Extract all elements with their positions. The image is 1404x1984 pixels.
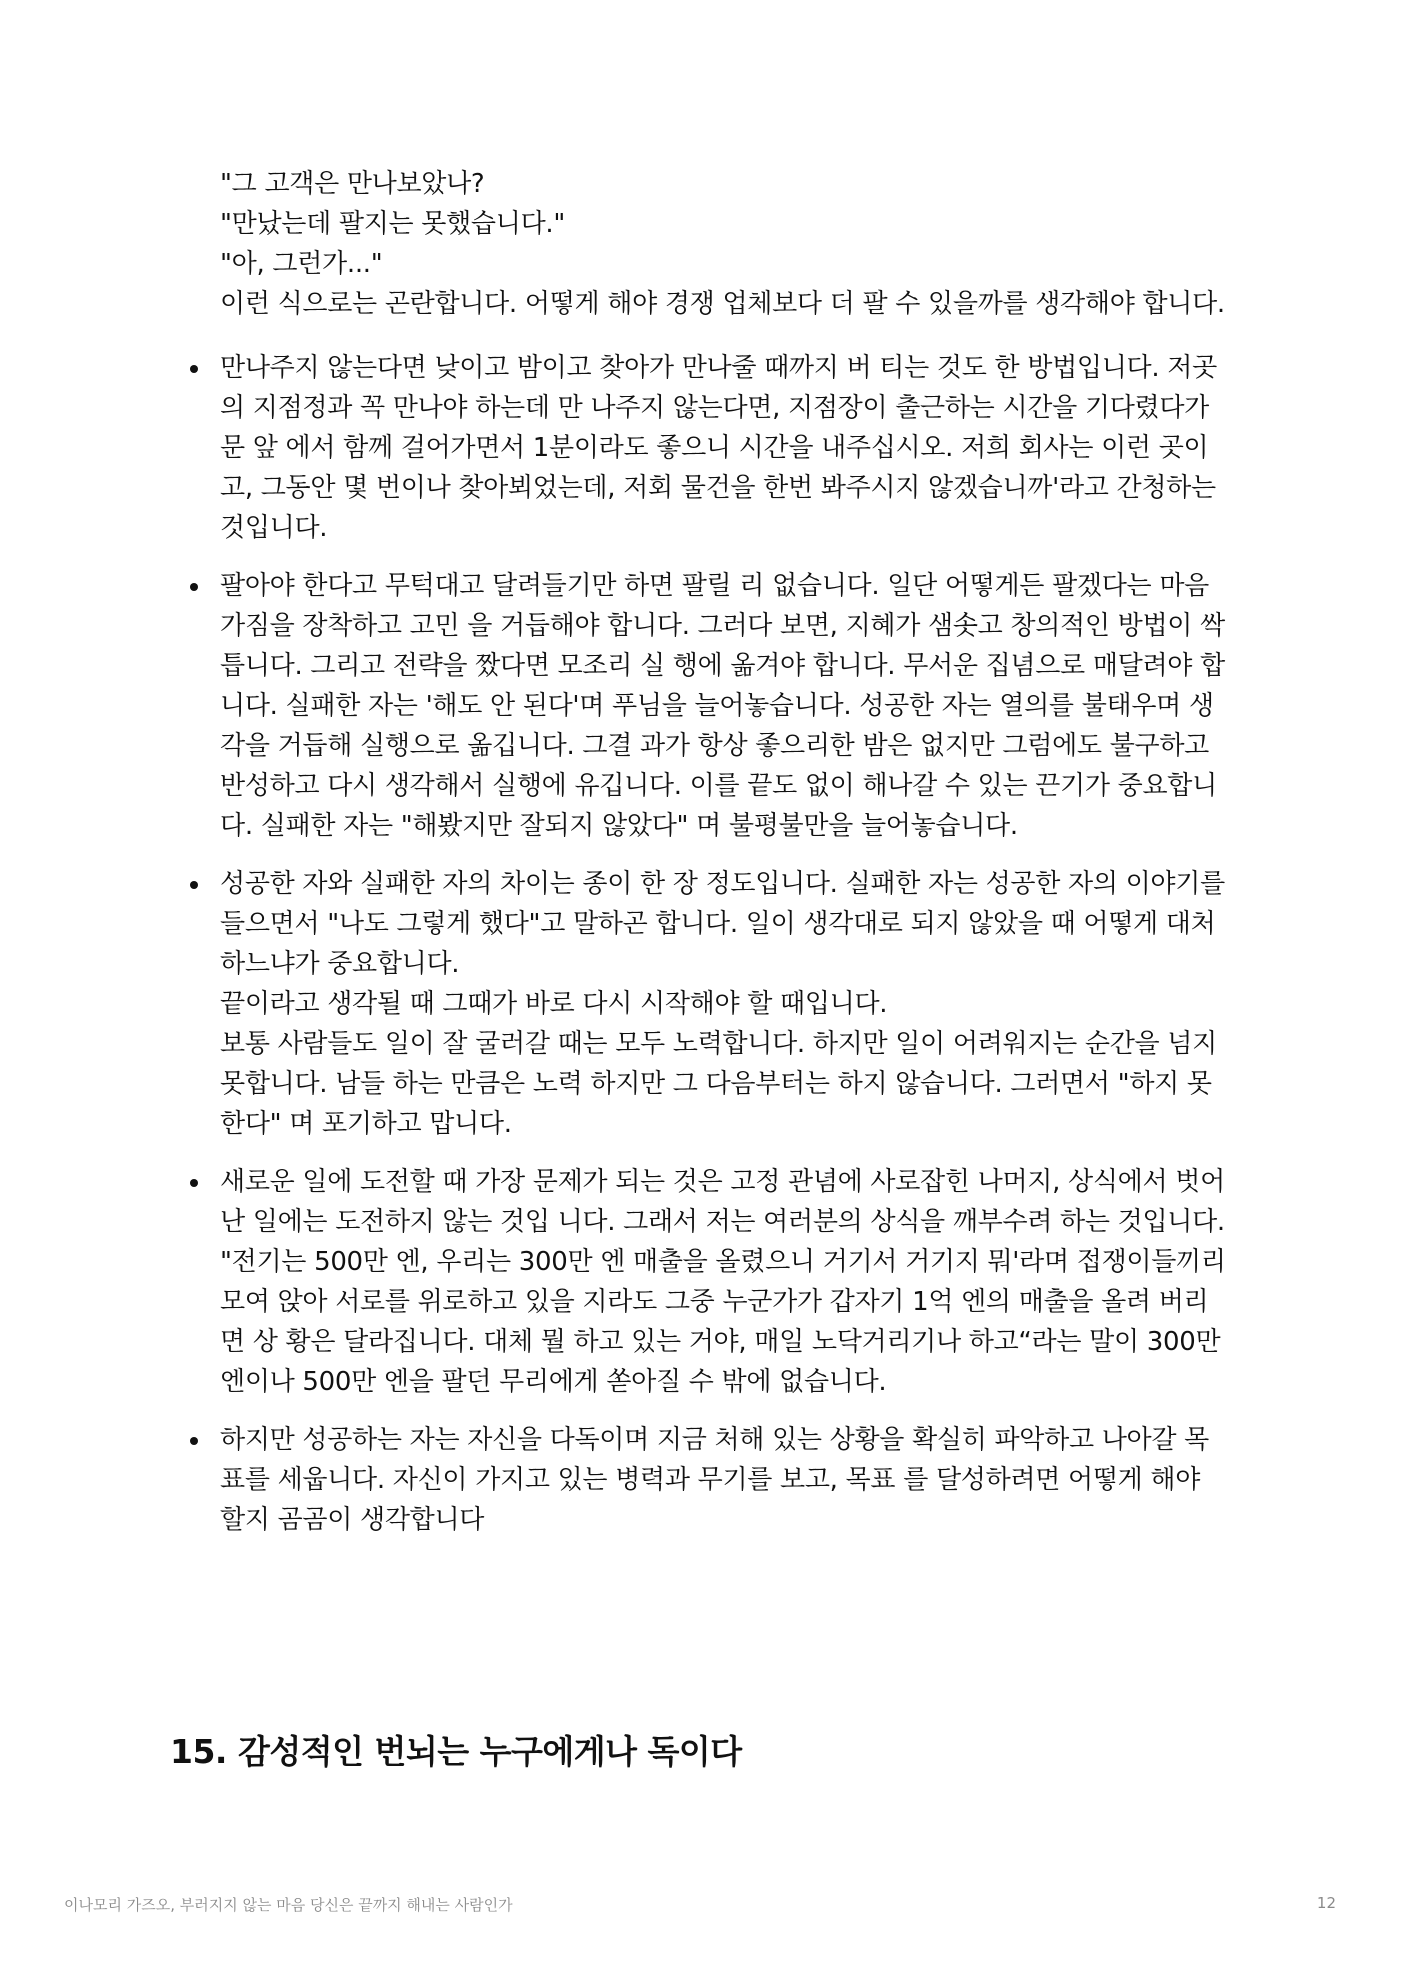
- bullet-item: [220, 864, 1230, 1144]
- bullet-paragraph: 만나주지 않는다면 낮이고 밤이고 찾아가 만나줄 때까지 버 티는 것도 한 방법입니다. 저곳의 지점정과 꼭 만나야 하는데 만 나주지 않는다면, 지점장이 출근하는 시간을 기다렸다가 문 앞 에서 함께 걸어가면서 1분이라도 좋으니 시간을 내주십시오. 저희 회사는 이런 곳이고, 그동안 몇 번이나 찾아뵈었는데, 저회 물건을 한번 봐주시지 않겠습니까'라고 간청하는 것입니다.: [220, 353, 1217, 543]
- bullet-icon: [190, 365, 198, 373]
- intro-dialogue: [220, 164, 1230, 324]
- bullet-paragraph: 성공한 자와 실패한 자의 차이는 종이 한 장 정도입니다. 실패한 자는 성공한 자의 이야기를 들으면서 "나도 그렇게 했다"고 말하곤 합니다. 일이 생각대로 되지 않았을 때 어떻게 대처하느냐가 중요합니다.: [220, 869, 1225, 979]
- intro-line: 이런 식으로는 곤란합니다. 어떻게 해야 경쟁 업체보다 더 팔 수 있을까를 생각해야 합니다.: [220, 289, 1225, 319]
- bullet-paragraph: 하지만 성공하는 자는 자신을 다독이며 지금 처해 있는 상황을 확실히 파악하고 나아갈 목 표를 세웁니다. 자신이 가지고 있는 병력과 무기를 보고, 목표 를 달성하려면 어떻게 해야 할지 곰곰이 생각합니다: [220, 1425, 1209, 1535]
- page-number: 12: [1316, 1894, 1336, 1912]
- bullet-icon: [190, 1437, 198, 1445]
- section-heading: 15. 감성적인 번뇌는 누구에게나 독이다: [170, 1732, 742, 1771]
- bullet-paragraph: 새로운 일에 도전할 때 가장 문제가 되는 것은 고정 관념에 사로잡힌 나머지, 상식에서 벗어난 일에는 도전하지 않는 것입 니다. 그래서 저는 여러분의 상식을 깨부수려 하는 것입니다. "전기는 500만 엔, 우리는 300만 엔 매출을 올렸으니 거기서 거기지 뭐'라며 접쟁이들끼리 모여 앉아 서로를 위로하고 있을 지라도 그중 누군가가 갑자기 1억 엔의 매출을 올려 버리면 상 황은 달라집니다. 대체 뭘 하고 있는 거야, 매일 노닥거리기나 하고“라는 말이 300만 엔이나 500만 엔을 팔던 무리에게 쏟아질 수 밖에 없습니다.: [220, 1167, 1226, 1397]
- intro-line: "그 고객은 만나보았나?: [220, 169, 485, 199]
- bullet-icon: [190, 881, 198, 889]
- bullet-icon: [190, 583, 198, 591]
- bullet-list: [220, 348, 1230, 1540]
- bullet-item: [220, 566, 1230, 846]
- body-content: [220, 164, 1230, 1540]
- bullet-paragraph: 팔아야 한다고 무턱대고 달려들기만 하면 팔릴 리 없습니다. 일단 어떻게든 팔겠다는 마음가짐을 장착하고 고민 을 거듭해야 합니다. 그러다 보면, 지혜가 샘솟고 창의적인 방법이 싹틉니다. 그리고 전략을 짰다면 모조리 실 행에 옮겨야 합니다. 무서운 집념으로 매달려야 합니다. 실패한 자는 '해도 안 된다'며 푸님을 늘어놓습니다. 성공한 자는 열의를 불태우며 생각을 거듭해 실행으로 옮깁니다. 그결 과가 항상 좋으리한 밤은 없지만 그럼에도 불구하고 반성하고 다시 생각해서 실행에 유깁니다. 이를 끝도 없이 해나갈 수 있는 끈기가 중요합니다. 실패한 자는 "해봤지만 잘되지 않았다" 며 불평불만을 늘어놓습니다.: [220, 571, 1225, 841]
- bullet-item: [220, 348, 1230, 548]
- intro-line: "만났는데 팔지는 못했습니다.": [220, 209, 566, 239]
- bullet-icon: [190, 1179, 198, 1187]
- bullet-item: [220, 1420, 1230, 1540]
- bullet-paragraph: 보통 사람들도 일이 잘 굴러갈 때는 모두 노력합니다. 하지만 일이 어려워지는 순간을 넘지 못합니다. 남들 하는 만큼은 노력 하지만 그 다음부터는 하지 않습니다. 그러면서 "하지 못한다" 며 포기하고 맙니다.: [220, 1029, 1217, 1139]
- footer-book-title: 이나모리 가즈오, 부러지지 않는 마음 당신은 끝까지 해내는 사람인가: [64, 1896, 513, 1914]
- bullet-item: [220, 1162, 1230, 1402]
- intro-line: "아, 그런가...": [220, 249, 383, 279]
- bullet-paragraph: 끝이라고 생각될 때 그때가 바로 다시 시작해야 할 때입니다.: [220, 989, 888, 1019]
